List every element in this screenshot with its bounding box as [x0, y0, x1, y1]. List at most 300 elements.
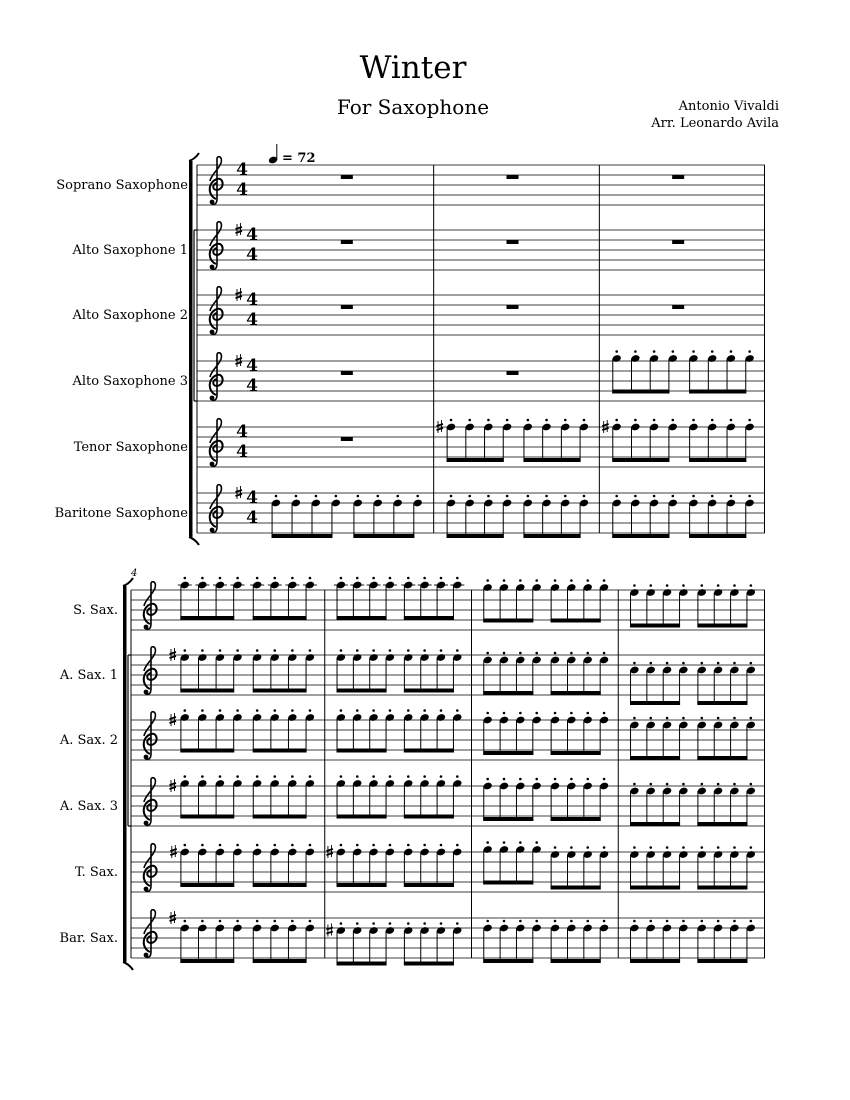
staccato-dot: [273, 709, 276, 712]
staccato-dot: [750, 584, 753, 587]
note: [713, 846, 723, 889]
beamed-note-group: [180, 649, 243, 692]
staccato-dot: [236, 709, 239, 712]
note: [629, 717, 639, 760]
note: [629, 584, 639, 627]
staccato-dot: [236, 775, 239, 778]
beamed-note-group: [353, 495, 423, 538]
staccato-dot: [535, 652, 538, 655]
staccato-dot: [183, 844, 186, 847]
beam: [551, 751, 601, 755]
staccato-dot: [666, 584, 669, 587]
staccato-dot: [256, 649, 259, 652]
note: [252, 844, 262, 887]
note: [662, 584, 672, 627]
beam: [404, 962, 454, 966]
instrument-label: Alto Saxophone 3: [72, 374, 188, 389]
note: [326, 844, 346, 887]
note: [515, 841, 525, 884]
whole-rest-icon: [672, 175, 684, 179]
treble-clef-icon: [144, 712, 157, 760]
beamed-note-group: [252, 920, 315, 963]
note: [646, 783, 656, 826]
beamed-note-group: [336, 649, 395, 692]
note: [746, 662, 756, 705]
beam: [337, 749, 387, 753]
note: [170, 844, 190, 887]
staccato-dot: [356, 775, 359, 778]
note: [413, 495, 423, 538]
system-1: [55, 153, 765, 545]
note: [252, 775, 262, 818]
beam: [630, 701, 680, 705]
instrument-label: Alto Saxophone 1: [72, 243, 188, 258]
note: [403, 922, 413, 965]
staccato-dot: [291, 649, 294, 652]
beam: [551, 886, 601, 890]
beam: [483, 619, 533, 623]
note: [583, 920, 593, 963]
note: [352, 922, 362, 965]
staccato-dot: [423, 649, 426, 652]
staccato-dot: [700, 846, 703, 849]
beam: [523, 458, 580, 462]
beam: [404, 815, 454, 819]
note: [403, 649, 413, 692]
staccato-dot: [183, 775, 186, 778]
note: [287, 649, 297, 692]
note: [688, 419, 698, 462]
note: [452, 709, 462, 752]
staccato-dot: [407, 844, 410, 847]
note: [499, 841, 509, 884]
whole-rest-icon: [507, 175, 519, 179]
note: [287, 920, 297, 963]
note: [373, 495, 383, 538]
note: [368, 709, 378, 752]
staccato-dot: [519, 778, 522, 781]
staff: [59, 709, 765, 760]
staccato-dot: [545, 495, 548, 498]
time-signature-denominator: 4: [246, 376, 258, 396]
beamed-note-group: [550, 778, 609, 821]
note: [352, 844, 362, 887]
staccato-dot: [201, 920, 204, 923]
beamed-note-group: [180, 775, 243, 818]
staccato-dot: [423, 844, 426, 847]
staccato-dot: [291, 920, 294, 923]
bracket-hook-bottom: [123, 962, 133, 970]
staccato-dot: [653, 350, 656, 353]
staccato-dot: [356, 922, 359, 925]
staccato-dot: [586, 579, 589, 582]
staccato-dot: [603, 778, 606, 781]
measure-number: 4: [131, 568, 138, 579]
note: [599, 846, 609, 889]
note: [646, 717, 656, 760]
staccato-dot: [503, 652, 506, 655]
note: [231, 577, 245, 620]
beam: [612, 458, 669, 462]
staccato-dot: [717, 662, 720, 665]
note: [352, 649, 362, 692]
note: [550, 712, 560, 755]
note: [352, 709, 362, 752]
beam: [337, 689, 387, 693]
staccato-dot: [376, 495, 379, 498]
note: [287, 709, 297, 752]
whole-rest-icon: [507, 371, 519, 375]
staccato-dot: [340, 922, 343, 925]
note: [678, 662, 688, 705]
note: [746, 920, 756, 963]
note: [713, 920, 723, 963]
beam: [551, 691, 601, 695]
staccato-dot: [653, 495, 656, 498]
note: [401, 577, 415, 620]
staccato-dot: [730, 419, 733, 422]
note: [583, 778, 593, 821]
beamed-note-group: [483, 920, 542, 963]
note: [726, 419, 736, 462]
system-bracket: [189, 161, 193, 537]
treble-clef-icon: [210, 157, 223, 205]
note: [649, 495, 659, 538]
staccato-dot: [750, 717, 753, 720]
note: [305, 844, 315, 887]
time-signature-denominator: 4: [236, 180, 248, 200]
note: [420, 922, 430, 965]
staccato-dot: [236, 920, 239, 923]
beamed-note-group: [403, 709, 462, 752]
staccato-dot: [340, 649, 343, 652]
note: [646, 846, 656, 889]
note: [436, 844, 446, 887]
staccato-dot: [535, 778, 538, 781]
staccato-dot: [717, 920, 720, 923]
note: [630, 495, 640, 538]
staccato-dot: [603, 712, 606, 715]
instrument-label: Bar. Sax.: [59, 931, 118, 946]
staccato-dot: [603, 846, 606, 849]
staccato-dot: [201, 775, 204, 778]
key-signature-sharp-icon: [170, 713, 177, 726]
beam: [253, 883, 307, 887]
whole-rest-icon: [341, 371, 353, 375]
staccato-dot: [291, 844, 294, 847]
staccato-dot: [309, 649, 312, 652]
beamed-note-group: [602, 419, 678, 462]
note: [729, 584, 739, 627]
staccato-dot: [450, 419, 453, 422]
staccato-dot: [357, 495, 360, 498]
staccato-dot: [407, 709, 410, 712]
sharp-accidental-icon: [326, 924, 333, 937]
staccato-dot: [586, 846, 589, 849]
note: [646, 662, 656, 705]
bracket-hook-bottom: [189, 537, 199, 545]
beam: [697, 959, 747, 963]
note: [697, 662, 707, 705]
note: [465, 419, 475, 462]
beam: [404, 749, 454, 753]
beam: [404, 616, 454, 620]
note: [668, 350, 678, 393]
note: [541, 419, 551, 462]
note: [197, 649, 207, 692]
beam: [253, 959, 307, 963]
key-signature-sharp-icon: [170, 911, 177, 924]
note: [353, 495, 363, 538]
staccato-dot: [219, 920, 222, 923]
time-signature-denominator: 4: [246, 508, 258, 528]
time-signature: [236, 422, 248, 462]
note: [678, 846, 688, 889]
beamed-note-group: [629, 783, 688, 826]
instrument-label: Alto Saxophone 2: [72, 308, 188, 323]
beamed-note-group: [437, 419, 513, 462]
staccato-dot: [440, 775, 443, 778]
staccato-dot: [717, 846, 720, 849]
beamed-note-group: [688, 495, 754, 538]
staccato-dot: [256, 844, 259, 847]
note: [436, 709, 446, 752]
note: [697, 846, 707, 889]
note: [350, 577, 364, 620]
note: [746, 783, 756, 826]
beam: [630, 959, 680, 963]
beamed-note-group: [550, 652, 609, 695]
beamed-note-group: [697, 783, 756, 826]
note: [502, 495, 512, 538]
staccato-dot: [700, 717, 703, 720]
staccato-dot: [682, 920, 685, 923]
staccato-dot: [506, 419, 509, 422]
staccato-dot: [583, 495, 586, 498]
staccato-dot: [487, 495, 490, 498]
note: [550, 920, 560, 963]
staccato-dot: [733, 662, 736, 665]
staccato-dot: [615, 495, 618, 498]
staccato-dot: [256, 709, 259, 712]
staccato-dot: [603, 920, 606, 923]
time-signature-numerator: 4: [236, 422, 248, 442]
beam: [483, 881, 533, 885]
note: [368, 649, 378, 692]
note: [452, 922, 462, 965]
note: [385, 709, 395, 752]
beamed-note-group: [336, 709, 395, 752]
key-signature-sharp-icon: [170, 779, 177, 792]
beam: [337, 815, 387, 819]
staff: [59, 647, 765, 705]
beamed-note-group: [403, 649, 462, 692]
note: [678, 584, 688, 627]
note: [271, 495, 281, 538]
staccato-dot: [586, 712, 589, 715]
staccato-dot: [440, 844, 443, 847]
note: [629, 662, 639, 705]
staccato-dot: [183, 577, 186, 580]
note: [393, 495, 403, 538]
staccato-dot: [340, 844, 343, 847]
staccato-dot: [519, 841, 522, 844]
staccato-dot: [295, 495, 298, 498]
note: [662, 662, 672, 705]
staccato-dot: [570, 846, 573, 849]
note: [713, 783, 723, 826]
note: [368, 844, 378, 887]
staccato-dot: [711, 495, 714, 498]
beamed-note-group: [523, 419, 589, 462]
note: [305, 709, 315, 752]
staccato-dot: [256, 775, 259, 778]
staccato-dot: [649, 783, 652, 786]
note: [745, 419, 755, 462]
staccato-dot: [486, 920, 489, 923]
note: [532, 920, 542, 963]
note: [630, 350, 640, 393]
staccato-dot: [503, 920, 506, 923]
note: [483, 495, 493, 538]
note: [499, 712, 509, 755]
beamed-note-group: [483, 579, 542, 622]
note: [215, 775, 225, 818]
staccato-dot: [666, 846, 669, 849]
note: [532, 652, 542, 695]
staccato-dot: [468, 495, 471, 498]
note: [336, 649, 346, 692]
time-signature-denominator: 4: [246, 310, 258, 330]
staccato-dot: [672, 350, 675, 353]
staff: [71, 350, 765, 401]
staccato-dot: [273, 844, 276, 847]
note: [368, 922, 378, 965]
note: [178, 577, 192, 620]
staccato-dot: [649, 717, 652, 720]
note: [599, 579, 609, 622]
staccato-dot: [545, 419, 548, 422]
beam: [337, 962, 387, 966]
beam: [180, 749, 234, 753]
staccato-dot: [487, 419, 490, 422]
note: [579, 419, 589, 462]
instrument-label: S. Sax.: [73, 603, 118, 618]
note: [285, 577, 299, 620]
staccato-dot: [750, 846, 753, 849]
staccato-dot: [183, 649, 186, 652]
staccato-dot: [700, 584, 703, 587]
staccato-dot: [219, 775, 222, 778]
note: [566, 846, 576, 889]
note: [602, 419, 622, 462]
staccato-dot: [634, 495, 637, 498]
note: [629, 783, 639, 826]
sharp-accidental-icon: [326, 845, 333, 858]
staccato-dot: [554, 920, 557, 923]
beamed-note-group: [180, 920, 243, 963]
note: [729, 783, 739, 826]
beamed-note-group: [697, 846, 756, 889]
time-signature-denominator: 4: [246, 245, 258, 265]
staccato-dot: [615, 419, 618, 422]
staccato-dot: [633, 662, 636, 665]
staccato-dot: [733, 717, 736, 720]
staccato-dot: [633, 920, 636, 923]
note: [195, 577, 209, 620]
staccato-dot: [748, 350, 751, 353]
note: [180, 920, 190, 963]
note: [305, 649, 315, 692]
staccato-dot: [649, 662, 652, 665]
staccato-dot: [672, 495, 675, 498]
note: [483, 920, 493, 963]
time-signature: [246, 356, 258, 396]
note: [550, 778, 560, 821]
note: [331, 495, 341, 538]
whole-rest-icon: [672, 240, 684, 244]
note: [746, 846, 756, 889]
staff: [71, 222, 765, 270]
note: [197, 709, 207, 752]
staccato-dot: [633, 783, 636, 786]
staccato-dot: [535, 712, 538, 715]
key-signature-sharp-icon: [236, 354, 243, 367]
beamed-note-group: [550, 712, 609, 755]
staccato-dot: [653, 419, 656, 422]
note: [434, 577, 448, 620]
note: [649, 350, 659, 393]
staccato-dot: [633, 584, 636, 587]
system-bracket: [123, 586, 127, 962]
note: [232, 649, 242, 692]
note: [599, 652, 609, 695]
beam: [180, 815, 234, 819]
sharp-accidental-icon: [602, 420, 609, 433]
note: [436, 649, 446, 692]
note: [352, 775, 362, 818]
instrument-label: A. Sax. 3: [59, 799, 118, 814]
note: [541, 495, 551, 538]
note: [668, 419, 678, 462]
note: [515, 579, 525, 622]
beamed-note-group: [483, 652, 542, 695]
staccato-dot: [554, 778, 557, 781]
staccato-dot: [666, 662, 669, 665]
note: [483, 652, 493, 695]
beamed-note-group: [697, 717, 756, 760]
note: [649, 419, 659, 462]
note: [420, 649, 430, 692]
beam: [337, 616, 387, 620]
note: [646, 584, 656, 627]
note: [583, 579, 593, 622]
note: [270, 775, 280, 818]
note: [697, 783, 707, 826]
note: [270, 709, 280, 752]
staccato-dot: [730, 495, 733, 498]
beam: [551, 959, 601, 963]
staccato-dot: [201, 844, 204, 847]
note: [713, 584, 723, 627]
staccato-dot: [634, 419, 637, 422]
beam: [697, 756, 747, 760]
staccato-dot: [519, 652, 522, 655]
beamed-note-group: [252, 844, 315, 887]
staccato-dot: [440, 709, 443, 712]
note: [436, 775, 446, 818]
beam: [630, 624, 680, 628]
